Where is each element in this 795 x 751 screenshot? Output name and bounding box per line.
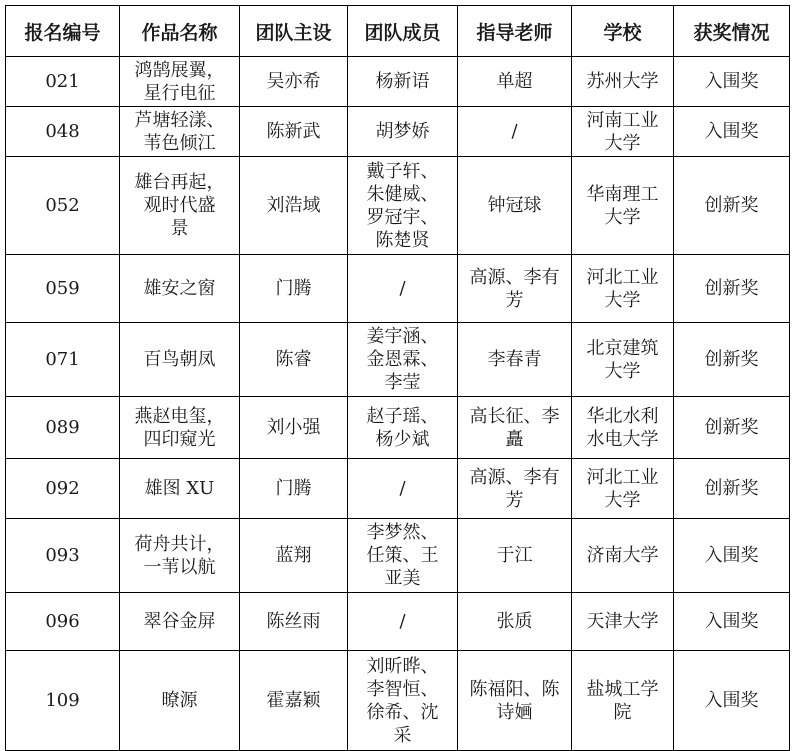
cell-text-line: 陈楚贤	[375, 229, 430, 251]
cell-school	[572, 593, 674, 651]
cell-text-line: 李春青	[487, 349, 542, 370]
cell-text-line: 百鸟朝凤	[143, 349, 216, 370]
table-row	[6, 593, 790, 651]
cell-school	[572, 255, 674, 323]
cell-school	[572, 323, 674, 397]
cell-work-title	[120, 157, 240, 255]
cell-registration-id: 089	[6, 397, 120, 459]
cell-text-line: 入围奖	[704, 545, 759, 566]
table-row	[6, 57, 790, 107]
cell-text-line: 刘小强	[266, 417, 321, 438]
cell-text-line: 水电大学	[586, 428, 659, 450]
cell-advisor	[458, 255, 572, 323]
cell-text-line: 一苇以航	[143, 556, 216, 578]
cell-team-members	[348, 157, 458, 255]
cell-text-line: 诗婳	[496, 701, 533, 723]
cell-award	[674, 107, 790, 157]
table-row	[6, 651, 790, 751]
cell-award	[674, 397, 790, 459]
cell-text-line: 张质	[496, 611, 533, 632]
table-row	[6, 255, 790, 323]
cell-text-line: 李莹	[384, 372, 421, 393]
header-school: 学校	[572, 6, 674, 57]
cell-text-line: 罗冠宇、	[366, 206, 439, 228]
cell-text-line: 大学	[604, 289, 641, 311]
cell-text-line: /	[399, 478, 406, 499]
cell-text-line: 杨少斌	[375, 428, 430, 450]
cell-text-line: 荷舟共计，	[134, 533, 225, 555]
cell-text-line: 门腾	[275, 278, 312, 299]
cell-team-lead	[240, 593, 348, 651]
cell-award	[674, 651, 790, 751]
header-advisor: 指导老师	[458, 6, 572, 57]
cell-text-line: 燕赵电玺，	[134, 405, 225, 427]
cell-text-line: 亚美	[384, 568, 421, 589]
cell-text-line: 华北水利	[586, 405, 659, 427]
cell-text-line: 单超	[496, 71, 533, 92]
cell-team-lead	[240, 519, 348, 593]
table-row	[6, 519, 790, 593]
cell-team-members	[348, 57, 458, 107]
header-work-title: 作品名称	[120, 6, 240, 57]
header-team-members: 团队成员	[348, 6, 458, 57]
cell-text-line: 华南理工	[586, 183, 659, 205]
cell-text-line: 吴亦希	[266, 71, 321, 92]
header-award: 获奖情况	[674, 6, 790, 57]
cell-text-line: 徐希、沈	[366, 701, 439, 723]
header-row	[6, 6, 790, 57]
cell-text-line: 院	[613, 701, 632, 723]
cell-text-line: 盐城工学	[586, 678, 659, 700]
table-row	[6, 397, 790, 459]
cell-registration-id: 048	[6, 107, 120, 157]
cell-text-line: 采	[393, 724, 412, 746]
cell-text-line: 天津大学	[586, 611, 659, 632]
cell-text-line: 刘昕晔、	[366, 655, 439, 677]
cell-team-members	[348, 107, 458, 157]
cell-registration-id: 059	[6, 255, 120, 323]
cell-text-line: 入围奖	[704, 71, 759, 92]
cell-text-line: 入围奖	[704, 690, 759, 711]
cell-award	[674, 255, 790, 323]
cell-text-line: 创新奖	[704, 478, 759, 499]
cell-text-line: 高长征、李	[469, 405, 560, 427]
cell-text-line: 赵子瑶、	[366, 405, 439, 427]
cell-work-title	[120, 593, 240, 651]
cell-text-line: 星行电征	[143, 82, 216, 104]
table-row	[6, 157, 790, 255]
cell-text-line: 朱健威、	[366, 183, 439, 205]
cell-text-line: 姜宇涵、	[366, 326, 439, 347]
cell-advisor	[458, 519, 572, 593]
cell-text-line: 刘浩域	[266, 195, 321, 216]
cell-text-line: 李梦然、	[366, 522, 439, 543]
cell-registration-id: 021	[6, 57, 120, 107]
cell-text-line: 大学	[604, 206, 641, 228]
cell-school	[572, 459, 674, 519]
cell-text-line: 李智恒、	[366, 678, 439, 700]
cell-team-members	[348, 397, 458, 459]
cell-text-line: 雄图 XU	[144, 478, 215, 499]
cell-team-members	[348, 459, 458, 519]
cell-team-members	[348, 255, 458, 323]
cell-text-line: 大学	[604, 360, 641, 382]
cell-text-line: 雄安之窗	[143, 278, 216, 299]
cell-text-line: 创新奖	[704, 349, 759, 370]
cell-text-line: 观时代盛	[143, 195, 216, 216]
cell-advisor	[458, 651, 572, 751]
cell-advisor	[458, 57, 572, 107]
cell-text-line: 高源、李有	[469, 266, 560, 288]
cell-work-title	[120, 107, 240, 157]
cell-text-line: 陈新武	[266, 121, 321, 142]
cell-advisor	[458, 107, 572, 157]
cell-team-lead	[240, 255, 348, 323]
cell-school	[572, 397, 674, 459]
cell-award	[674, 57, 790, 107]
cell-text-line: 芦塘轻漾、	[134, 109, 225, 131]
cell-text-line: 戴子轩、	[366, 160, 439, 182]
cell-text-line: 北京建筑	[586, 337, 659, 359]
cell-text-line: 河北工业	[586, 466, 659, 488]
cell-text-line: 雄台再起，	[134, 172, 225, 193]
cell-award	[674, 323, 790, 397]
cell-registration-id: 096	[6, 593, 120, 651]
cell-team-lead	[240, 57, 348, 107]
cell-registration-id: 092	[6, 459, 120, 519]
cell-team-lead	[240, 397, 348, 459]
cell-team-members	[348, 651, 458, 751]
cell-work-title	[120, 519, 240, 593]
cell-award	[674, 593, 790, 651]
cell-text-line: 陈福阳、陈	[469, 678, 560, 700]
cell-text-line: 创新奖	[704, 195, 759, 216]
cell-text-line: 陈丝雨	[266, 611, 321, 632]
cell-advisor	[458, 157, 572, 255]
cell-team-lead	[240, 107, 348, 157]
cell-text-line: 蓝翔	[275, 545, 312, 566]
cell-text-line: 入围奖	[704, 611, 759, 632]
cell-text-line: 胡梦娇	[375, 121, 430, 142]
cell-award	[674, 459, 790, 519]
header-team-lead: 团队主设	[240, 6, 348, 57]
cell-text-line: 四印窥光	[143, 428, 216, 450]
cell-award	[674, 519, 790, 593]
cell-text-line: /	[399, 611, 406, 632]
cell-award	[674, 157, 790, 255]
cell-school	[572, 57, 674, 107]
table-row	[6, 459, 790, 519]
cell-text-line: 钟冠球	[487, 195, 542, 216]
cell-text-line: 杨新语	[375, 71, 430, 92]
cell-text-line: 金恩霖、	[366, 349, 439, 370]
cell-advisor	[458, 459, 572, 519]
cell-text-line: 芳	[505, 289, 524, 311]
cell-text-line: 河南工业	[586, 109, 659, 131]
cell-text-line: 景	[170, 218, 189, 239]
cell-text-line: /	[399, 278, 406, 299]
cell-text-line: 创新奖	[704, 417, 759, 438]
cell-work-title	[120, 255, 240, 323]
cell-text-line: 苏州大学	[586, 71, 659, 92]
cell-text-line: 陈睿	[275, 349, 312, 370]
cell-text-line: 济南大学	[586, 545, 659, 566]
cell-team-members	[348, 519, 458, 593]
cell-advisor	[458, 323, 572, 397]
header-registration-id: 报名编号	[6, 6, 120, 57]
cell-text-line: 任策、王	[366, 545, 439, 566]
cell-work-title	[120, 57, 240, 107]
cell-text-line: 大学	[604, 489, 641, 511]
cell-text-line: /	[511, 121, 518, 142]
cell-registration-id: 093	[6, 519, 120, 593]
cell-work-title	[120, 651, 240, 751]
cell-registration-id: 071	[6, 323, 120, 397]
cell-text-line: 高源、李有	[469, 466, 560, 488]
table-row	[6, 107, 790, 157]
cell-registration-id: 052	[6, 157, 120, 255]
cell-team-members	[348, 593, 458, 651]
cell-registration-id: 109	[6, 651, 120, 751]
cell-text-line: 翠谷金屏	[143, 611, 216, 632]
cell-team-lead	[240, 651, 348, 751]
cell-school	[572, 157, 674, 255]
cell-school	[572, 519, 674, 593]
cell-team-members	[348, 323, 458, 397]
award-results-table	[5, 5, 790, 751]
cell-text-line: 门腾	[275, 478, 312, 499]
cell-text-line: 苇色倾江	[143, 132, 216, 154]
cell-team-lead	[240, 459, 348, 519]
cell-advisor	[458, 593, 572, 651]
cell-text-line: 河北工业	[586, 266, 659, 288]
cell-advisor	[458, 397, 572, 459]
cell-text-line: 矗	[505, 428, 524, 450]
cell-team-lead	[240, 323, 348, 397]
cell-work-title	[120, 397, 240, 459]
cell-text-line: 霍嘉颖	[266, 690, 321, 711]
table-row	[6, 323, 790, 397]
cell-school	[572, 651, 674, 751]
cell-work-title	[120, 459, 240, 519]
cell-text-line: 暸源	[161, 690, 198, 711]
cell-text-line: 创新奖	[704, 278, 759, 299]
cell-text-line: 芳	[505, 489, 524, 511]
cell-school	[572, 107, 674, 157]
cell-text-line: 大学	[604, 132, 641, 154]
cell-team-lead	[240, 157, 348, 255]
cell-text-line: 鸿鹄展翼，	[134, 59, 225, 81]
table-body	[6, 57, 790, 751]
cell-text-line: 入围奖	[704, 121, 759, 142]
cell-text-line: 于江	[496, 545, 533, 566]
cell-work-title	[120, 323, 240, 397]
